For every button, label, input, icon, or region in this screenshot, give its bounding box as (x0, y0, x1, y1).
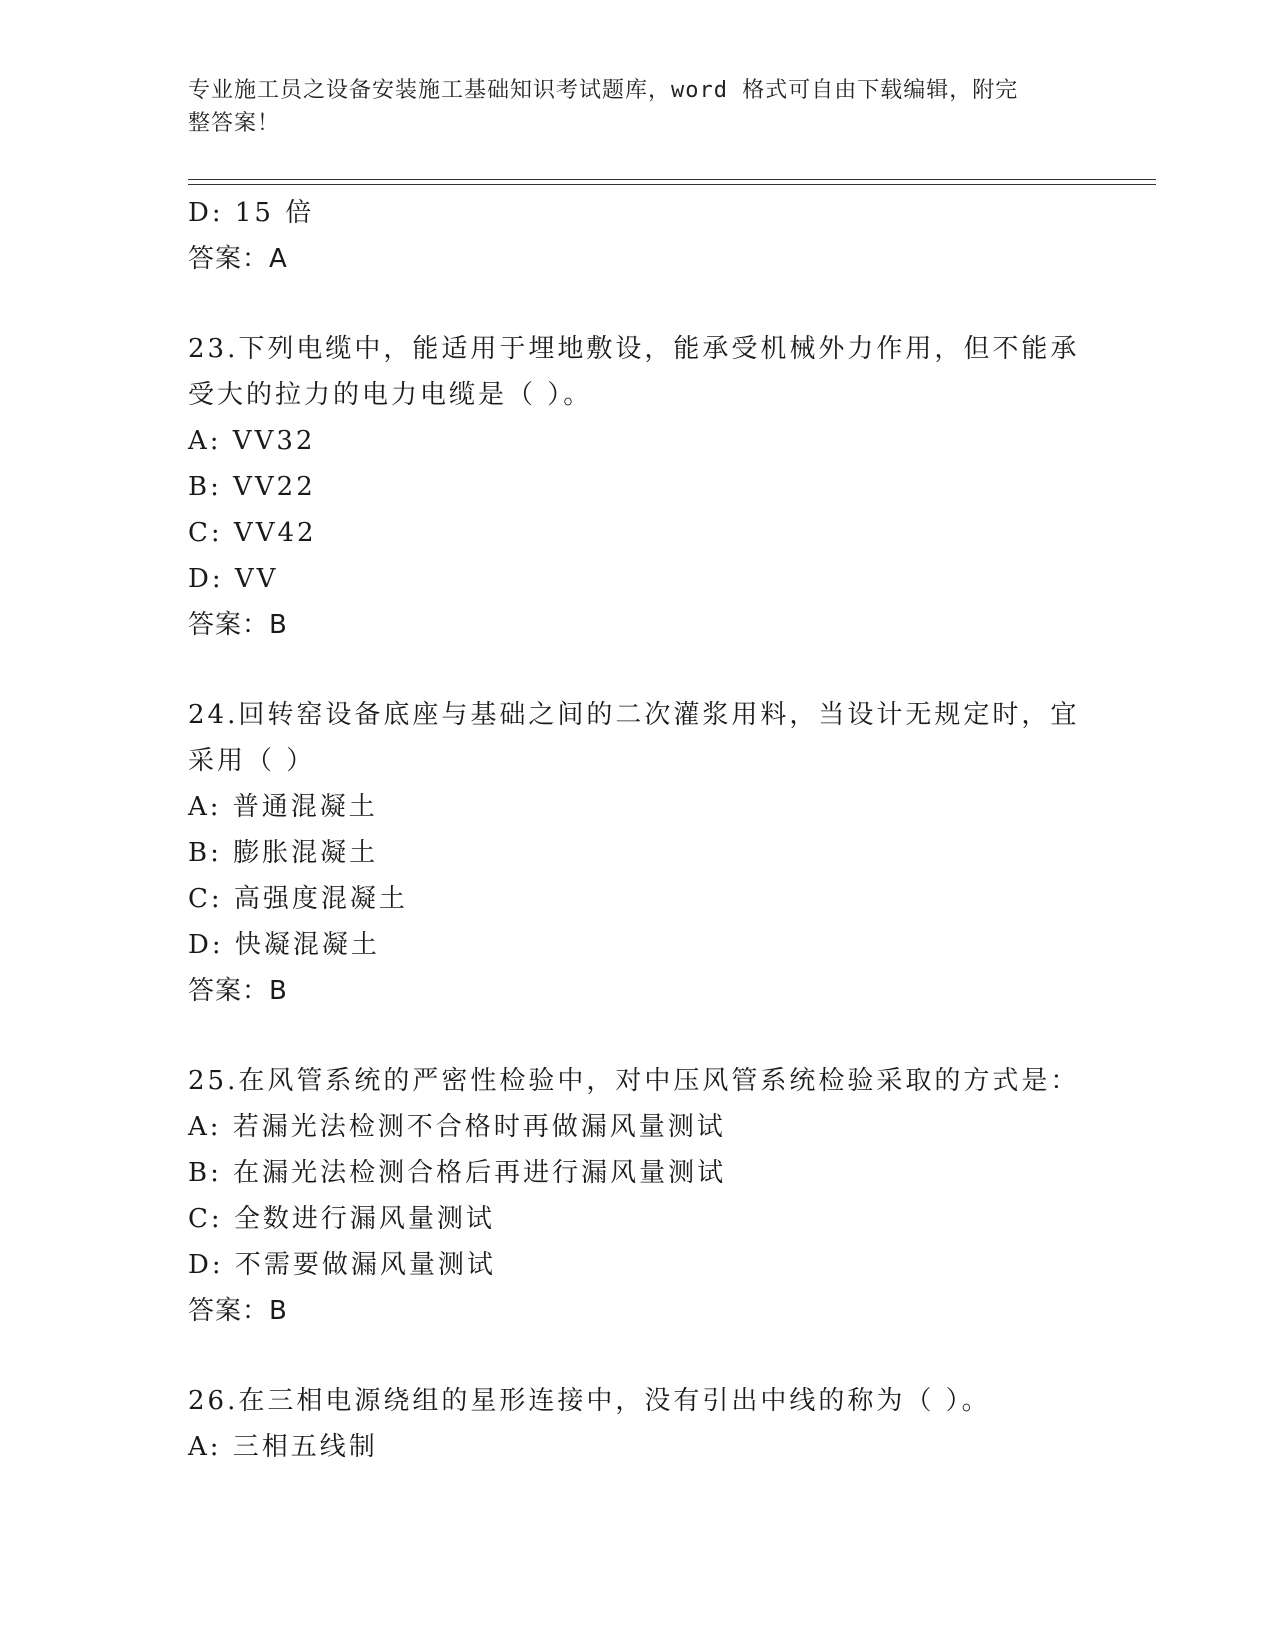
answer-label: 答案：B (188, 1296, 288, 1326)
option-d: D: 15 倍 (188, 198, 315, 228)
stem-line-1: 25.在风管系统的严密性检验中，对中压风管系统检验采取的方式是： (188, 1066, 1080, 1096)
question-25 (188, 1058, 1088, 1334)
stem-line-1: 26.在三相电源绕组的星形连接中，没有引出中线的称为（ ）。 (188, 1386, 991, 1416)
header-line-1: 专业施工员之设备安装施工基础知识考试题库，word 格式可自由下载编辑，附完 (188, 78, 1019, 103)
option-d: D: VV (188, 564, 279, 594)
question-stem (188, 326, 1088, 418)
option-b: B: 膨胀混凝土 (188, 838, 379, 868)
option-c: C: 全数进行漏风量测试 (188, 1204, 495, 1234)
option-c: C: 高强度混凝土 (188, 884, 408, 914)
answer-label: 答案：A (188, 244, 288, 274)
option-a: A: 若漏光法检测不合格时再做漏风量测试 (188, 1112, 726, 1142)
option-c: C: VV42 (188, 518, 317, 548)
option-a: A: 三相五线制 (188, 1432, 378, 1462)
stem-line-1: 23.下列电缆中，能适用于埋地敷设，能承受机械外力作用，但不能承 (188, 334, 1080, 364)
document-header (188, 74, 1088, 140)
header-line-2: 整答案！ (188, 111, 281, 136)
header-divider-bottom (188, 184, 1156, 185)
option-b: B: VV22 (188, 472, 316, 502)
question-stem (188, 692, 1088, 784)
header-divider-top (188, 179, 1156, 180)
stem-line-2: 采用（ ） (188, 746, 316, 776)
option-a: A: 普通混凝土 (188, 792, 378, 822)
option-b: B: 在漏光法检测合格后再进行漏风量测试 (188, 1158, 727, 1188)
stem-line-2: 受大的拉力的电力电缆是（ ）。 (188, 380, 593, 410)
stem-line-1: 24.回转窑设备底座与基础之间的二次灌浆用料，当设计无规定时，宜 (188, 700, 1080, 730)
answer-label: 答案：B (188, 610, 288, 640)
question-stem (188, 1378, 1088, 1424)
option-d: D: 不需要做漏风量测试 (188, 1250, 496, 1280)
previous-question-tail (188, 190, 1088, 282)
option-d: D: 快凝混凝土 (188, 930, 380, 960)
question-24 (188, 692, 1088, 1014)
question-stem (188, 1058, 1088, 1104)
question-list (188, 190, 1088, 1470)
answer-label: 答案：B (188, 976, 288, 1006)
option-a: A: VV32 (188, 426, 316, 456)
question-23 (188, 326, 1088, 648)
question-26 (188, 1378, 1088, 1470)
